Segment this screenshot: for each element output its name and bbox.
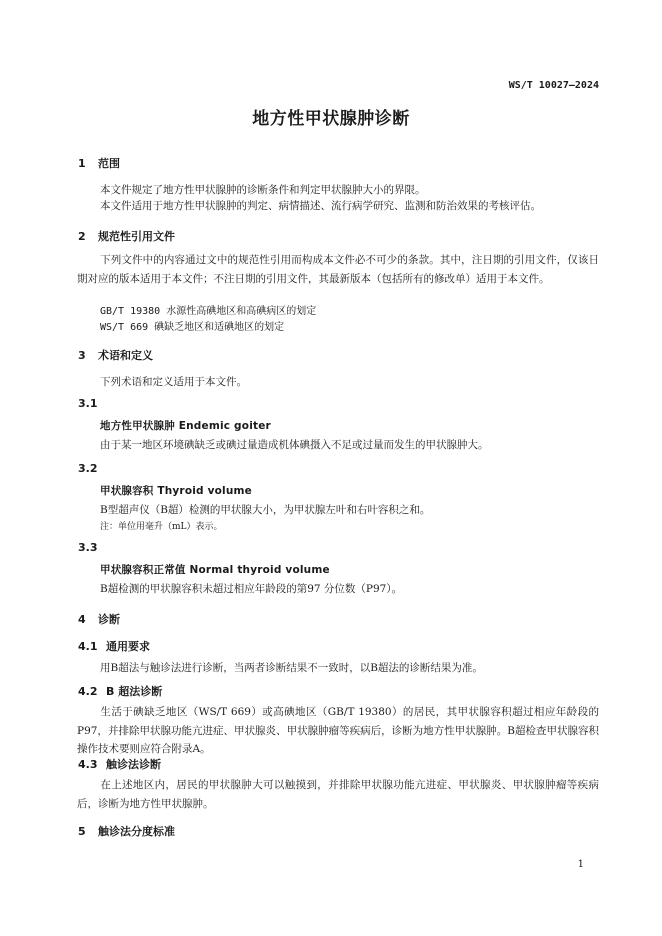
term-number: 3.2 — [78, 462, 98, 475]
paragraph — [77, 776, 599, 813]
paragraph: 本文件适用于地方性甲状腺肿的判定、病情描述、流行病学研究、监测和防治效果的考核评估。 — [100, 200, 541, 212]
subsection-4-2-heading — [78, 683, 162, 699]
paragraph-text: 下列文件中的内容通过文中的规范性引用而构成本文件必不可少的条款。其中，注日期的引用文件，仅该日期对应的版本适用于本文件；不注日期的引用文件，其最新版本（包括所有的修改单）适用于本文件。 — [77, 254, 599, 285]
section-title: 触诊法分度标准 — [98, 825, 175, 838]
reference-item: WS/T 669 碘缺乏地区和适碘地区的划定 — [100, 322, 285, 333]
section-number: 5 — [78, 825, 86, 838]
section-3-heading — [78, 347, 153, 363]
term-number: 3.3 — [78, 541, 98, 554]
page-number: 1 — [577, 859, 584, 870]
subsection-title: 通用要求 — [106, 640, 150, 653]
section-1-heading — [78, 155, 120, 171]
section-title: 范围 — [98, 157, 120, 170]
section-title: 诊断 — [98, 613, 120, 626]
section-title: 术语和定义 — [98, 349, 153, 362]
section-4-heading — [78, 611, 120, 627]
term-definition: 由于某一地区环境碘缺乏或碘过量造成机体碘摄入不足或过量而发生的甲状腺肿大。 — [100, 439, 489, 451]
section-number: 3 — [78, 349, 86, 362]
paragraph: 本文件规定了地方性甲状腺肿的诊断条件和判定甲状腺肿大小的界限。 — [100, 184, 426, 196]
document-title: 地方性甲状腺肿诊断 — [252, 109, 410, 129]
subsection-number: 4.3 — [78, 758, 98, 771]
term-definition: B型超声仪（B超）检测的甲状腺大小，为甲状腺左叶和右叶容积之和。 — [100, 504, 431, 516]
section-title: 规范性引用文件 — [98, 230, 175, 243]
section-number: 2 — [78, 230, 86, 243]
term-title: 地方性甲状腺肿 Endemic goiter — [100, 420, 271, 432]
paragraph — [77, 251, 599, 288]
section-number: 4 — [78, 613, 86, 626]
subsection-number: 4.2 — [78, 685, 98, 698]
term-title: 甲状腺容积正常值 Normal thyroid volume — [100, 564, 330, 576]
term-definition: B超检测的甲状腺容积未超过相应年龄段的第97 分位数（P97）。 — [100, 583, 403, 595]
standard-code: WS/T 10027—2024 — [508, 80, 599, 91]
paragraph: 用B超法与触诊法进行诊断，当两者诊断结果不一致时，以B超法的诊断结果为准。 — [100, 662, 483, 674]
paragraph-text: 在上述地区内，居民的甲状腺肿大可以触摸到，并排除甲状腺功能亢进症、甲状腺炎、甲状腺肿瘤等疾病后，诊断为地方性甲状腺肿。 — [77, 779, 599, 810]
section-number: 1 — [78, 157, 86, 170]
subsection-title: B 超法诊断 — [106, 685, 163, 698]
term-note: 注：单位用毫升（mL）表示。 — [100, 522, 223, 532]
subsection-4-1-heading — [78, 638, 150, 654]
subsection-4-3-heading — [78, 756, 161, 772]
subsection-number: 4.1 — [78, 640, 98, 653]
section-2-heading — [78, 228, 175, 244]
term-number: 3.1 — [78, 397, 98, 410]
section-5-heading — [78, 823, 175, 839]
reference-item: GB/T 19380 水源性高碘地区和高碘病区的划定 — [100, 306, 317, 317]
paragraph: 下列术语和定义适用于本文件。 — [100, 376, 247, 388]
subsection-title: 触诊法诊断 — [106, 758, 161, 771]
term-title: 甲状腺容积 Thyroid volume — [100, 485, 252, 497]
paragraph-text: 生活于碘缺乏地区（WS/T 669）或高碘地区（GB/T 19380）的居民，其甲状腺容积超过相应年龄段的P97，并排除甲状腺功能亢进症、甲状腺炎、甲状腺肿瘤等疾病后，诊断为地方性甲状腺肿。B超检查甲状腺容积操作技术要则应符合附录A。 — [77, 706, 599, 755]
paragraph — [77, 703, 599, 759]
